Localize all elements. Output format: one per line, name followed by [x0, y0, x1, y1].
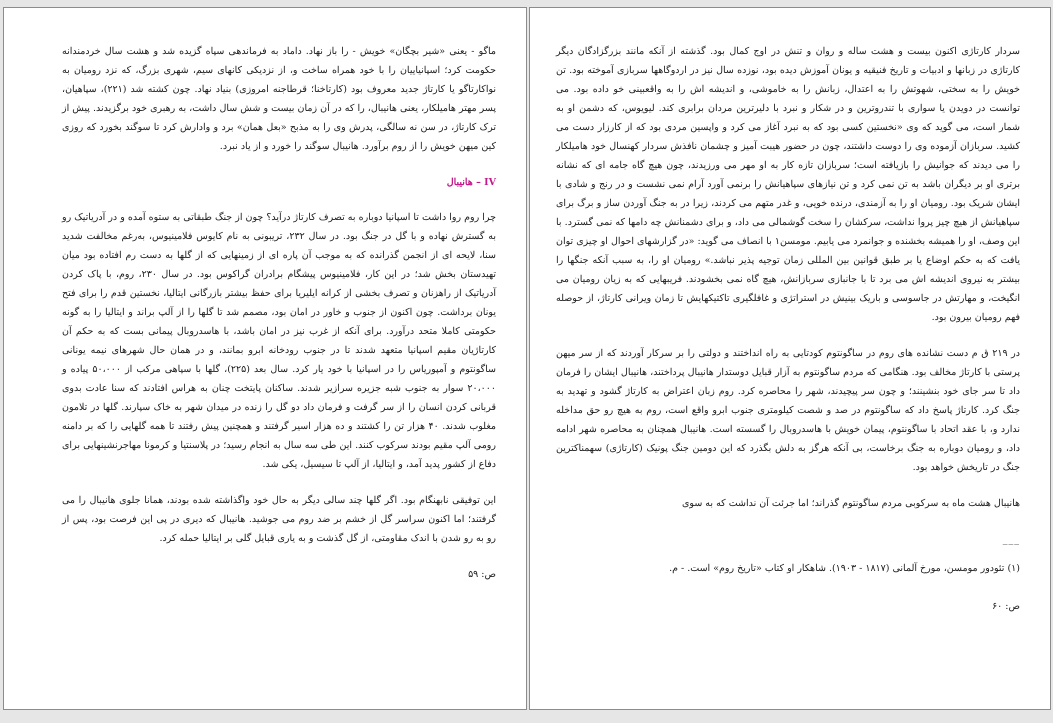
section-heading: IV – هانیبال [446, 177, 496, 188]
left-page-content [62, 42, 496, 584]
paragraph: چرا روم روا داشت تا اسپانیا دوباره به تصرف کارتاژ درآید؟ چون از جنگ طبقاتی به ستوه آمده و در آدریاتیک رو به گسترش نهاده و با گل در جنگ بود. در سال ۲۳۲، تریبونی به نام کایوس فلامینیوس، به‌رغم مخالفت شدید سنا، لایحه ای از انجمن گذرانده که به موجب آن پاره ای از زمینهایی که از گلها به دست رم افتاده بود میان تهیدستان بخش شد؛ در این کار، فلامینیوس پیشگام برادران گراکوس بود. در سال ۲۳۰، روم، با پاک کردن آدریاتیک از راهزنان و تصرف بخشی از کرانه ایلیریا برای حفظ بیشتر بازرگانی ایتالیا، نخستین قدم را برای فتح یونان برداشت. چون اکنون از جنوب و خاور در امان بود، مصمم شد تا گلها را از آلپ براند و ایتالیا را به گونه حکومتی کاملا متحد درآورد. برای آنکه از غرب نیز در امان باشد، با هاسدروبال پیمانی بست که به حکم آن کارتاژیان مقیم اسپانیا متعهد شدند تا در جنوب رودخانه ابرو بمانند، و در همان حال شهرهای نیمه یونانی ساگونتوم و آمپوریاس را در اسپانیا با خود یار کرد. سال بعد (۲۲۵)، گلها با سپاهی مرکب از ۵۰،۰۰۰ پیاده و ۲۰،۰۰۰ سوار به جنوب شبه جزیره سرازیر شدند. ساکنان پایتخت چنان به هراس افتادند که سنا عادت بدوی قربانی کردن انسان را از سر گرفت و فرمان داد دو گل را زنده در میدان شهر به خاک سپارند. گلها در تلامون مغلوب شدند. ۴۰ هزار تن را کشتند و ده هزار اسیر گرفتند و همچنین پیش رفتند تا همه گلهایی را که بر دامنه رومی آلپ مقیم بودند سرکوب کنند. این طی سه سال به انجام رسید؛ در پلاسنتیا و کرمونا مهاجرنشینهایی برای دفاع از کشور پدید آمد، و ایتالیا، از آلپ تا سیسیل، یکی شد. [62, 212, 496, 470]
paragraph: ماگو - یعنی «شیر بچگان» خویش - را باز نهاد. داماد به فرماندهی سپاه گزیده شد و هشت سال خردمندانه حکومت کرد؛ اسپانیاییان را با خود همراه ساخت و، از نزدیکی کانهای سیم، شهری بزرگ، که نزد رومیان به نواکارتاگو یا کارتاژ جدید معروف بود (کارتاخنا؛ قرطاجنه امروزی) بنیاد نهاد. چون کشته شد (۲۲۱)، سپاهیان، پسر مهتر هامیلکار، یعنی هانیبال، را که در آن زمان بیست و شش سال داشت، به رهبری خود برگزیدند. پیش از ترک کارتاژ، در سن نه سالگی، پدرش وی را به مذبح «بعل همان» برد و وادارش کرد تا سوگند بخورد که روزی کین میهن خویش را از روم برآورد. هانیبال سوگند را خورد و از یاد نبرد. [62, 46, 497, 152]
footnote: (۱) تئودور مومسن، مورخ آلمانی (۱۸۱۷ - ۱۹۰۳). شاهکار او کتاب «تاریخ روم» است. - م. [669, 563, 1020, 574]
page-number: ص: ۵۹ [468, 569, 496, 580]
footnote-separator: ___ [1002, 534, 1020, 545]
paragraph: هانیبال هشت ماه به سرکوبی مردم ساگونتوم گذراند؛ اما جرئت آن نداشت که به سوی [681, 498, 1020, 509]
left-page [3, 7, 527, 710]
right-page [529, 7, 1051, 710]
paragraph: در ۲۱۹ ق م دست نشانده های روم در ساگونتوم کودتایی به راه انداختند و دولتی را بر سرکار آوردند که از سر میهن پرستی با کارتاژ مخالف بود. هنگامی که مردم ساگونتوم به آزار قبایل دوستدار هانیبال پرداختند، هانیبال ایشان را فرمان داد تا سر جای خود بنشینند؛ و چون سر پیچیدند، شهر را محاصره کرد. روم زبان اعتراض به کارتاژ گشود و تهدید به جنگ کرد. کارتاژ پاسخ داد که ساگونتوم در صد و شصت کیلومتری جنوب ابرو واقع است، روم به هیچ رو حق مداخله ندارد و، با عقد اتحاد با ساگونتوم، پیمان خویش با هاسدروبال را گسسته است. هانیبال همچنان به محاصره شهر ادامه داد، و رومیان دوباره به جنگ برخاست، بی آنکه هرگز به دلش بگذرد که این دومین جنگ پونیک (کارتاژی) سهمناکترین جنگ در تاریخش خواهد بود. [556, 348, 1020, 473]
right-page-content [556, 42, 1020, 616]
page-number: ص: ۶۰ [992, 601, 1020, 612]
paragraph: این توفیقی نابهنگام بود. اگر گلها چند سالی دیگر به حال خود واگذاشته شده بودند، همانا جلوی هانیبال را می گرفتند؛ اما اکنون سراسر گل از خشم بر ضد روم می جوشید. هانیبال که دیری در پی این فرصت بود، پس از رو به رو شدن با اندک مقاومتی، از گل گذشت و به یاری قبایل گلی بر ایتالیا حمله کرد. [62, 495, 496, 544]
paragraph: سردار کارتاژی اکنون بیست و هشت ساله و روان و تنش در اوج کمال بود. گذشته از آنکه مانند بزرگزادگان دیگر کارتاژی در زبانها و ادبیات و تاریخ فنیقیه و یونان آموزش دیده بود، نوزده سال نیز در اردوگاهها سربازی آموخته بود. تن خویش را به سختی، شهوتش را به اعتدال، زبانش را به خاموشی، و اندیشه اش را به واقعبینی خو داده بود. می توانست در دویدن یا سواری با تندروترین و در شکار و نبرد با دلیرترین مردان برابری کند. لیویوس، که دشمن او به شمار است، می گوید که وی «نخستین کسی بود که به نبرد آغاز می کرد و واپسین مردی بود که از کارزار دست می کشید. سربازان آزموده وی را دوست داشتند، چون در حضور هیبت آمیز و چشمان نافذش سردار کهنسال خود هامیلکار را می دیدند که جوانیش را بازیافته است؛ سربازان تازه کار به او مهر می ورزیدند، چون هیچ گاه جامه ای که نشانه برتری او بر دیگران باشد به تن نمی کرد و تن نیازهای سپاهیانش را برنمی آورد آرام نمی نشست و در رنج و شادی با ایشان شریک بود. رومیان او را به آزمندی، درنده خویی، و غدر متهم می کردند، زیرا در به جنگ آوردن ساز و برگ برای سپاهیانش از هیچ چیز پروا نداشت، سرکشان را سخت گوشمالی می داد، و برای دشمنانش چه دامها که نمی گسترد. با این وصف، او را همیشه بخشنده و جوانمرد می یابیم. مومسن۱ با انصاف می گوید: «در گزارشهای احوال او چیزی توان یافت که به حکم اوضاع یا بر طبق قوانین بین المللی زمان توجیه پذیر نباشد.» رومیان او را، به سبب آنکه جنگها را بیشتر به نیروی اندیشه اش می برد تا با جانبازی سربازانش، هیچ گاه نمی بخشودند. فریبهایی که به زیان رومیان می انگیخت، و مهارتش در جاسوسی و باریک بینیش در استراتژی و غافلگیری تاکتیکهایش تا زمان ویرانی کارتاژ، از حوصله فهم رومیان بیرون بود. [556, 46, 1021, 323]
